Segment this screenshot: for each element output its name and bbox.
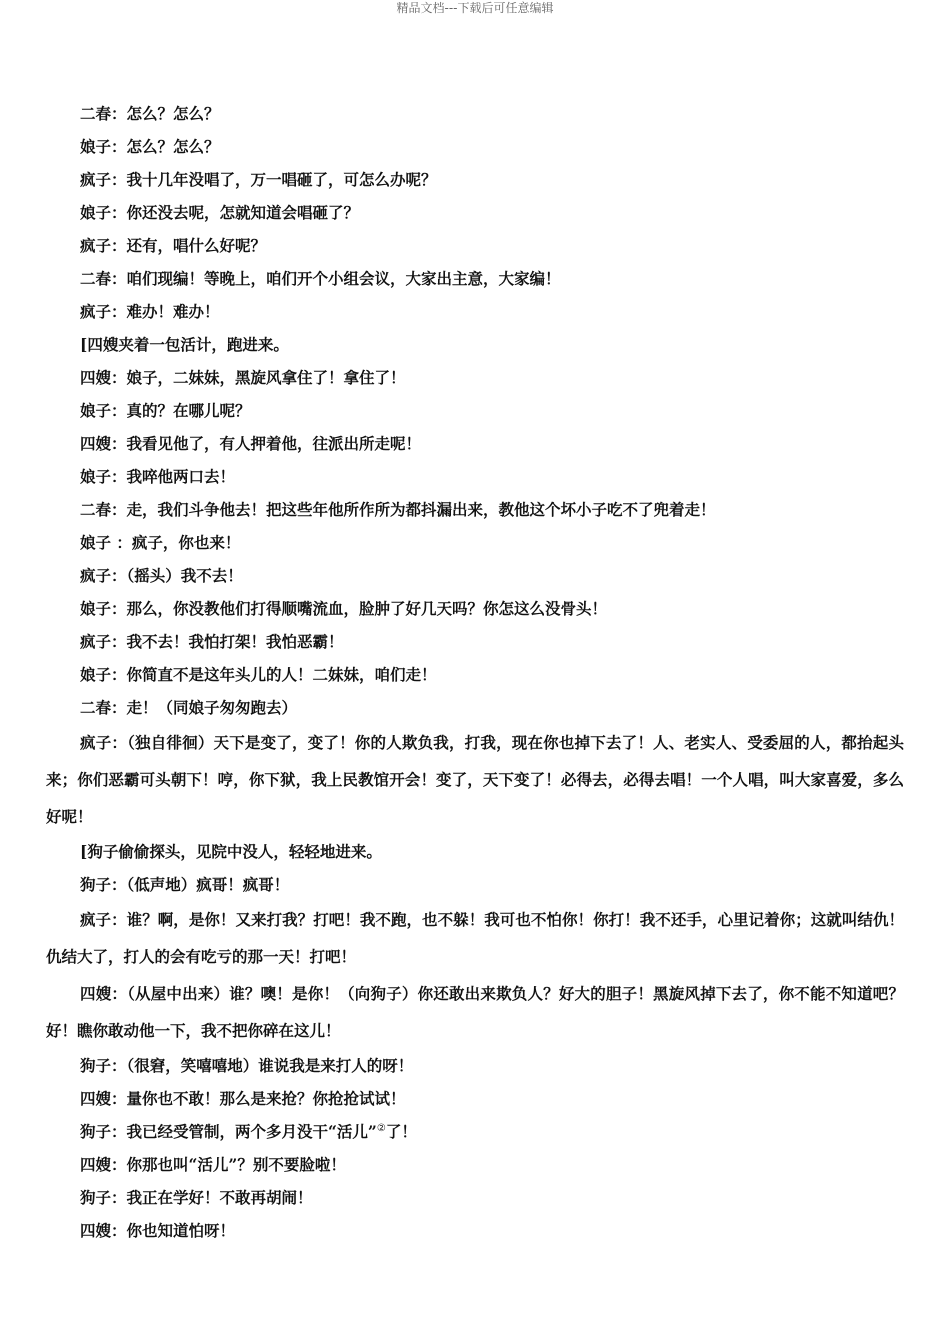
document-body <box>46 97 904 1247</box>
dialogue-line: 娘子：那么，你没教他们打得顺嘴流血，脸肿了好几天吗？你怎这么没骨头！ <box>80 599 608 618</box>
footnote-line-text: 狗子：我已经受管制，两个多月没干“活儿” <box>80 1122 377 1141</box>
stage-direction: [狗子偷偷探头，见院中没人，轻轻地进来。 <box>80 842 382 861</box>
dialogue-line: 四嫂：我看见他了，有人押着他，往派出所走呢！ <box>80 434 422 453</box>
dialogue-line: 疯子：我不去！我怕打架！我怕恶霸！ <box>80 632 344 651</box>
dialogue-line: 疯子：难办！难办！ <box>80 302 220 321</box>
dialogue-line-with-footnote <box>46 1115 904 1148</box>
dialogue-line: 二春：咱们现编！等晚上，咱们开个小组会议，大家出主意，大家编！ <box>80 269 561 288</box>
dialogue-line: 娘子：你还没去呢，怎就知道会唱砸了？ <box>80 203 360 222</box>
dialogue-line: 娘子：我啐他两口去！ <box>80 467 236 486</box>
dialogue-line: 四嫂：你也知道怕呀！ <box>80 1221 236 1240</box>
dialogue-line: 四嫂：娘子，二妹妹，黑旋风拿住了！拿住了！ <box>80 368 406 387</box>
dialogue-line: 疯子：（摇头）我不去！ <box>80 566 243 585</box>
stage-direction: [四嫂夹着一包活计，跑进来。 <box>80 335 289 354</box>
dialogue-line: 四嫂：量你也不敢！那么是来抢？你抢抢试试！ <box>80 1089 406 1108</box>
dialogue-line: 四嫂：你那也叫“活儿”？别不要脸啦！ <box>80 1155 346 1174</box>
dialogue-line: 二春：怎么？怎么？ <box>80 104 220 123</box>
dialogue-line: 狗子：我正在学好！不敢再胡闹！ <box>80 1188 313 1207</box>
dialogue-line: 娘子：你简直不是这年头儿的人！二妹妹，咱们走！ <box>80 665 437 684</box>
dialogue-paragraph: 疯子：（独自徘徊）天下是变了，变了！你的人欺负我，打我，现在你也掉下去了！人、老实人、受委屈的人，都抬起头来；你们恶霸可头朝下！哼，你下狱，我上民教馆开会！变了，天下变了！必得去，必得去唱！一个人唱，叫大家喜爱，多么好呢！ <box>46 733 904 826</box>
dialogue-line: 疯子：我十几年没唱了，万一唱砸了，可怎么办呢？ <box>80 170 437 189</box>
dialogue-line: 娘子：真的？在哪儿呢？ <box>80 401 251 420</box>
dialogue-line: 狗子：（低声地）疯哥！疯哥！ <box>80 875 290 894</box>
dialogue-line: 二春：走！（同娘子匆匆跑去） <box>80 698 298 717</box>
dialogue-line: 娘子 ：疯子，你也来！ <box>80 533 241 552</box>
dialogue-paragraph: 四嫂：（从屋中出来）谁？噢！是你！（向狗子）你还敢出来欺负人？好大的胆子！黑旋风掉下去了，你不能不知道吧？好！瞧你敢动他一下，我不把你碎在这儿！ <box>46 984 904 1040</box>
dialogue-line: 娘子：怎么？怎么？ <box>80 137 220 156</box>
dialogue-line: 疯子：还有，唱什么好呢？ <box>80 236 267 255</box>
dialogue-line: 二春：走，我们斗争他去！把这些年他所作所为都抖漏出来，教他这个坏小子吃不了兜着走！ <box>80 500 716 519</box>
dialogue-line: 狗子：（很窘，笑嘻嘻地）谁说我是来打人的呀！ <box>80 1056 414 1075</box>
footnote-line-tail: 了！ <box>385 1122 417 1141</box>
footnote-marker: ② <box>376 1122 386 1134</box>
page-header: 精品文档---下载后可任意编辑 <box>396 1 554 15</box>
dialogue-paragraph: 疯子：谁？啊，是你！又来打我？打吧！我不跑，也不躲！我可也不怕你！你打！我不还手，心里记着你；这就叫结仇！仇结大了，打人的会有吃亏的那一天！打吧！ <box>46 910 904 966</box>
